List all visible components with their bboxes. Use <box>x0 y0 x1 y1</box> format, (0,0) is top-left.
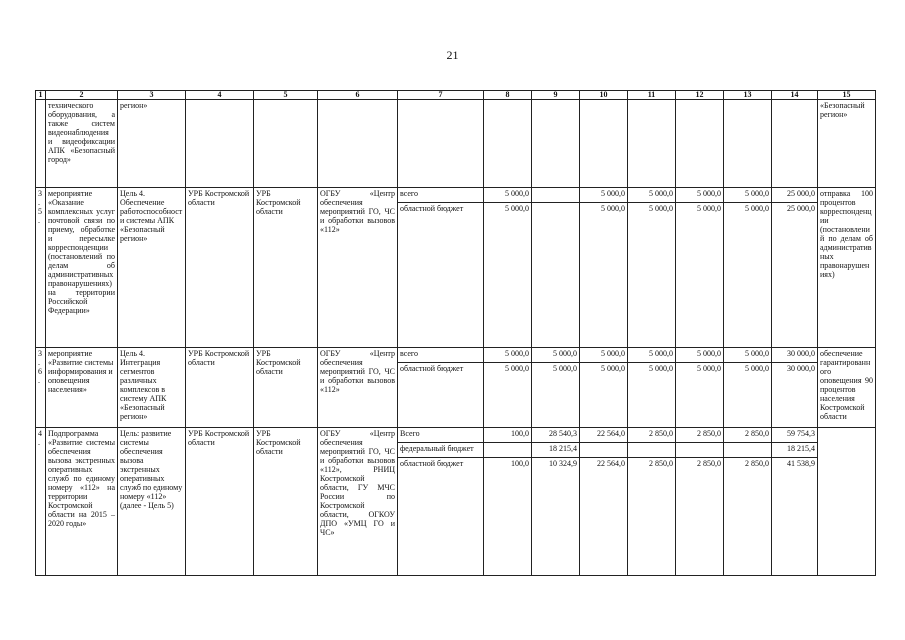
value-cell <box>628 428 676 576</box>
header-cell: 3 <box>118 91 186 100</box>
row-value <box>532 100 580 188</box>
value: 5 000,0 <box>697 189 721 198</box>
row-value <box>676 100 724 188</box>
value: 2 850,0 <box>697 429 721 438</box>
value: 5 000,0 <box>745 349 769 358</box>
value: 5 000,0 <box>649 189 673 198</box>
value: 5 000,0 <box>676 363 723 378</box>
value <box>628 443 675 458</box>
value: 25 000,0 <box>787 189 815 198</box>
value-cell <box>580 428 628 576</box>
row-coexecutor: УРБ Костромской области <box>254 348 318 428</box>
value: 5 000,0 <box>628 363 675 378</box>
row-value <box>724 100 772 188</box>
value: 22 564,0 <box>580 458 627 473</box>
source-label: всего <box>400 189 419 198</box>
program-table <box>35 90 876 576</box>
row-name: технического оборудования, а также систем видеонаблюдения и видеофиксации АПК «Безопасный город» <box>46 100 118 188</box>
value: 5 000,0 <box>580 363 627 378</box>
header-cell: 1 <box>36 91 46 100</box>
row-value <box>772 100 818 188</box>
value: 2 850,0 <box>724 458 771 473</box>
row-result <box>818 428 876 576</box>
value-cell <box>580 188 628 348</box>
header-cell: 12 <box>676 91 724 100</box>
row-goal: Цель 4. Обеспечение работоспособности системы АПК «Безопасный регион» <box>118 188 186 348</box>
value: 30 000,0 <box>787 349 815 358</box>
value: 5 000,0 <box>745 189 769 198</box>
row-result: обеспечение гарантированного оповещения 90 процентов населения Костромской области <box>818 348 876 428</box>
value: 100,0 <box>511 429 529 438</box>
row-source <box>398 100 484 188</box>
value: 5 000,0 <box>532 363 579 378</box>
row-customer <box>186 100 254 188</box>
header-cell: 15 <box>818 91 876 100</box>
value-cell <box>628 348 676 428</box>
source-label: областной бюджет <box>398 203 483 218</box>
row-executor <box>318 100 398 188</box>
value: 2 850,0 <box>649 429 673 438</box>
row-customer: УРБ Костромской области <box>186 188 254 348</box>
value-cell <box>676 348 724 428</box>
header-cell: 6 <box>318 91 398 100</box>
value: 5 000,0 <box>649 349 673 358</box>
value-cell <box>676 428 724 576</box>
value <box>532 188 579 203</box>
source-label: областной бюджет <box>398 458 483 473</box>
value-cell <box>532 428 580 576</box>
value-cell <box>772 188 818 348</box>
row-goal: регион» <box>118 100 186 188</box>
value-cell <box>724 428 772 576</box>
value: 5 000,0 <box>697 349 721 358</box>
value-cell <box>580 348 628 428</box>
value <box>484 443 531 458</box>
row-value <box>484 100 532 188</box>
value: 5 000,0 <box>580 203 627 218</box>
header-cell: 11 <box>628 91 676 100</box>
value <box>676 443 723 458</box>
row-result: отправка 100 процентов корреспонденции (постановлений по делам об административных правонарушениях) <box>818 188 876 348</box>
source-cell <box>398 428 484 576</box>
row-id: 4. <box>36 428 46 576</box>
header-cell: 8 <box>484 91 532 100</box>
header-cell: 14 <box>772 91 818 100</box>
header-cell: 7 <box>398 91 484 100</box>
row-coexecutor: УРБ Костромской области <box>254 428 318 576</box>
page-number: 21 <box>446 48 459 62</box>
value: 22 564,0 <box>597 429 625 438</box>
value: 2 850,0 <box>745 429 769 438</box>
value-cell <box>772 428 818 576</box>
row-id: 3.5. <box>36 188 46 348</box>
value-cell <box>484 188 532 348</box>
value: 5 000,0 <box>724 363 771 378</box>
row-goal: Цель 4. Интеграция сегментов различных комплексов в систему АПК «Безопасный регион» <box>118 348 186 428</box>
source-label: федеральный бюджет <box>398 443 483 458</box>
table-row <box>36 348 876 428</box>
value: 5 000,0 <box>601 189 625 198</box>
header-cell: 4 <box>186 91 254 100</box>
row-coexecutor <box>254 100 318 188</box>
row-name: Подпрограмма «Развитие системы обеспечения вызова экстренных оперативных служб по единому номеру «112» на территории Костромской области на 2015 – 2020 годы» <box>46 428 118 576</box>
row-value <box>580 100 628 188</box>
row-executor: ОГБУ «Центр обеспечения мероприятий ГО, ЧС и обработки вызовов «112» <box>318 188 398 348</box>
row-customer: УРБ Костромской области <box>186 348 254 428</box>
row-executor: ОГБУ «Центр обеспечения мероприятий ГО, ЧС и обработки вызовов «112» <box>318 348 398 428</box>
value: 10 324,9 <box>532 458 579 473</box>
table-row <box>36 428 876 576</box>
value: 18 215,4 <box>532 443 579 458</box>
value: 5 000,0 <box>484 203 531 218</box>
value: 5 000,0 <box>505 189 529 198</box>
value <box>532 203 579 218</box>
value: 5 000,0 <box>724 203 771 218</box>
row-id: 3.6. <box>36 348 46 428</box>
value: 2 850,0 <box>676 458 723 473</box>
header-cell: 13 <box>724 91 772 100</box>
value-cell <box>724 188 772 348</box>
value-cell <box>532 188 580 348</box>
row-customer: УРБ Костромской области <box>186 428 254 576</box>
row-name: мероприятие «Развитие системы информирования и оповещения населения» <box>46 348 118 428</box>
value <box>724 443 771 458</box>
value: 41 538,9 <box>772 458 817 473</box>
row-goal: Цель: развитие системы обеспечения вызова экстренных оперативных служб по единому номеру «112» (далее - Цель 5) <box>118 428 186 576</box>
value: 100,0 <box>484 458 531 473</box>
header-cell: 9 <box>532 91 580 100</box>
column-numbers-row <box>36 91 876 100</box>
row-value <box>628 100 676 188</box>
value-cell <box>772 348 818 428</box>
value-cell <box>484 428 532 576</box>
value-cell <box>676 188 724 348</box>
value: 5 000,0 <box>628 203 675 218</box>
value: 5 000,0 <box>601 349 625 358</box>
source-cell <box>398 348 484 428</box>
value <box>580 443 627 458</box>
value-cell <box>628 188 676 348</box>
source-label: областной бюджет <box>398 363 483 378</box>
value-cell <box>484 348 532 428</box>
value: 2 850,0 <box>628 458 675 473</box>
value: 59 754,3 <box>787 429 815 438</box>
source-cell <box>398 188 484 348</box>
value-cell <box>532 348 580 428</box>
source-label: Всего <box>400 429 420 438</box>
value: 5 000,0 <box>553 349 577 358</box>
header-cell: 10 <box>580 91 628 100</box>
value: 30 000,0 <box>772 363 817 378</box>
value: 5 000,0 <box>484 363 531 378</box>
header-cell: 2 <box>46 91 118 100</box>
row-executor: ОГБУ «Центр обеспечения мероприятий ГО, ЧС и обработки вызовов «112», РНИЦ Костромской области, ГУ МЧС России по Костромской области, ОГКОУ ДПО «УМЦ ГО и ЧС» <box>318 428 398 576</box>
value-cell <box>724 348 772 428</box>
table-row <box>36 100 876 188</box>
value: 5 000,0 <box>676 203 723 218</box>
row-coexecutor: УРБ Костромской области <box>254 188 318 348</box>
value: 25 000,0 <box>772 203 817 218</box>
row-result: «Безопасный регион» <box>818 100 876 188</box>
table-row <box>36 188 876 348</box>
value: 28 540,3 <box>549 429 577 438</box>
header-cell: 5 <box>254 91 318 100</box>
row-name: мероприятие «Оказание комплексных услуг почтовой связи по приему, обработке и пересылке корреспонденции (постановлений по делам об административных правонарушениях) на территории Российской Федерации» <box>46 188 118 348</box>
value: 5 000,0 <box>505 349 529 358</box>
value: 18 215,4 <box>772 443 817 458</box>
source-label: всего <box>400 349 419 358</box>
row-id <box>36 100 46 188</box>
